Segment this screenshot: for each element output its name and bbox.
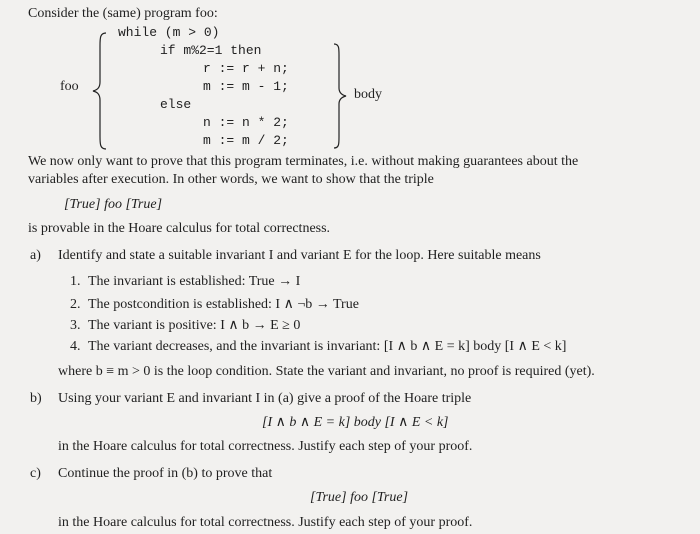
triple-main: [True] foo [True] (64, 197, 163, 212)
right-brace (333, 43, 347, 149)
code-m-half: m := m / 2; (203, 133, 289, 148)
provable-text: is provable in the Hoare calculus for total correctness. (28, 221, 331, 236)
part-c-triple: [True] foo [True] (310, 490, 409, 505)
left-brace (92, 32, 108, 150)
part-c-label: c) (30, 466, 41, 481)
part-a-item-3: 3. The variant is positive: I ∧ b → E ≥ 0 (70, 318, 301, 333)
code-m-dec: m := m - 1; (203, 79, 289, 94)
code-if: if m%2=1 then (160, 43, 262, 58)
program-label-foo: foo (60, 79, 79, 94)
part-c-outro: in the Hoare calculus for total correctness. Justify each step of your proof. (58, 515, 473, 530)
code-while: while (m > 0) (118, 25, 220, 40)
para1-line2: variables after execution. In other words, we want to show that the triple (28, 172, 434, 187)
program-label-body: body (354, 87, 382, 102)
part-c-intro: Continue the proof in (b) to prove that (58, 466, 273, 481)
part-b-intro: Using your variant E and invariant I in (a) give a proof of the Hoare triple (58, 391, 472, 406)
part-a-item-2: 2. The postcondition is established: I ∧ ¬b → True (70, 297, 359, 312)
part-b-triple: [I ∧ b ∧ E = k] body [I ∧ E < k] (262, 415, 449, 430)
code-n-double: n := n * 2; (203, 115, 289, 130)
part-a-label: a) (30, 248, 41, 263)
part-a-item-1: 1. The invariant is established: True → I (70, 274, 301, 289)
part-b-outro: in the Hoare calculus for total correctness. Justify each step of your proof. (58, 439, 473, 454)
part-a-intro: Identify and state a suitable invariant I and variant E for the loop. Here suitable means (58, 248, 541, 263)
code-else: else (160, 97, 192, 112)
part-a-item-4: 4. The variant decreases, and the invariant is invariant: [I ∧ b ∧ E = k] body [I ∧ E < k] (70, 339, 567, 354)
part-a-where: where b ≡ m > 0 is the loop condition. State the variant and invariant, no proof is required (yet). (58, 364, 595, 379)
para1-line1: We now only want to prove that this program terminates, i.e. without making guarantees about the (28, 154, 579, 169)
intro-text: Consider the (same) program foo: (28, 6, 218, 21)
part-b-label: b) (30, 391, 42, 406)
code-r-assign: r := r + n; (203, 61, 289, 76)
